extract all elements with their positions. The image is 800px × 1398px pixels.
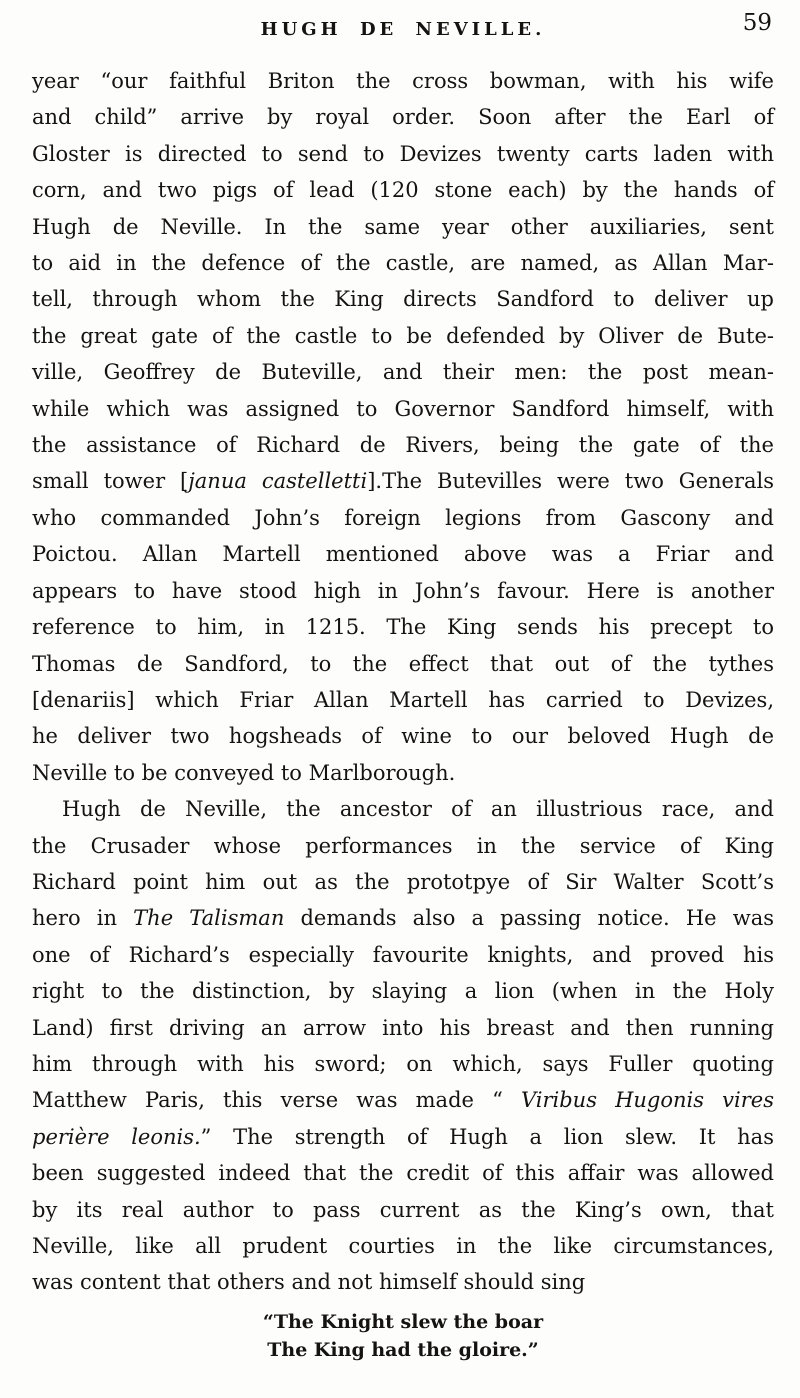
page-header: [32, 10, 774, 58]
text-segment: The Talisman: [133, 906, 285, 931]
text-line: [32, 354, 774, 390]
verse-block: [32, 1308, 774, 1364]
text-line: [32, 791, 774, 827]
verse-line: The King had the gloire.”: [267, 1338, 539, 1361]
text-segment: corn, and two pigs of lead (120 stone each) by the hands of: [32, 178, 774, 203]
text-segment: ].The Butevilles were two Generals: [367, 469, 774, 494]
page-number: 59: [742, 10, 772, 36]
text-segment: he deliver two hogsheads of wine to our beloved Hugh de: [32, 724, 774, 749]
verse-line: “The Knight slew the boar: [262, 1310, 544, 1333]
text-segment: been suggested indeed that the credit of this affair was allowed: [32, 1161, 774, 1186]
text-segment: the great gate of the castle to be defended by Oliver de Bute-: [32, 323, 774, 348]
text-line: [32, 1046, 774, 1082]
text-line: [32, 682, 774, 718]
text-segment: Gloster is directed to send to Devizes twenty carts laden with: [32, 141, 774, 166]
text-segment: ville, Geoffrey de Buteville, and their men: the post mean-: [32, 360, 774, 385]
text-line: [32, 864, 774, 900]
text-segment: by its real author to pass current as the King’s own, that: [32, 1197, 774, 1222]
text-line: [32, 172, 774, 208]
text-segment: reference to him, in 1215. The King sends his precept to: [32, 615, 774, 640]
text-line: [32, 609, 774, 645]
text-line: [32, 500, 774, 536]
text-line: [32, 1155, 774, 1191]
text-line: [32, 973, 774, 1009]
text-segment: one of Richard’s especially favourite knights, and proved his: [32, 942, 774, 967]
text-segment: Neville, like all prudent courties in the like circumstances,: [32, 1234, 774, 1258]
text-segment: tell, through whom the King directs Sandford to deliver up: [32, 287, 774, 312]
running-title: HUGH DE NEVILLE.: [260, 19, 546, 40]
text-line: [32, 1264, 774, 1300]
text-segment: the assistance of Richard de Rivers, being the gate of the: [32, 433, 774, 458]
text-line: [32, 1192, 774, 1228]
text-line: [32, 209, 774, 245]
text-segment: Viribus Hugonis vires: [520, 1088, 774, 1113]
text-segment: Richard point him out as the prototpye of Sir Walter Scott’s: [32, 869, 774, 894]
text-line: [32, 99, 774, 135]
text-segment: ” The strength of Hugh a lion slew. It has: [200, 1124, 774, 1149]
text-segment: to aid in the defence of the castle, are named, as Allan Mar-: [32, 251, 774, 276]
text-segment: perière leonis.: [32, 1124, 201, 1149]
text-line: [32, 427, 774, 463]
text-line: [32, 245, 774, 281]
text-line: [32, 937, 774, 973]
text-line: [32, 718, 774, 754]
text-segment: hero in: [32, 906, 134, 931]
text-segment: him through with his sword; on which, says Fuller quoting: [32, 1051, 774, 1076]
text-line: [32, 1119, 774, 1155]
text-segment: was content that others and not himself should sing: [32, 1270, 586, 1295]
text-segment: who commanded John’s foreign legions from Gascony and: [32, 505, 774, 530]
text-line: [32, 755, 774, 791]
text-line: [32, 136, 774, 172]
text-line: [32, 391, 774, 427]
text-segment: Thomas de Sandford, to the effect that out of the tythes: [32, 651, 774, 676]
text-line: [32, 281, 774, 317]
text-line: [32, 1228, 774, 1264]
body-text: [32, 63, 774, 1364]
text-line: [32, 536, 774, 572]
text-segment: Land) first driving an arrow into his breast and then running: [32, 1015, 774, 1040]
text-segment: Hugh de Neville, the ancestor of an illustrious race, and: [62, 797, 774, 822]
text-segment: Hugh de Neville. In the same year other auxiliaries, sent: [32, 214, 774, 239]
text-line: [32, 1010, 774, 1046]
text-line: [32, 63, 774, 99]
text-segment: and child” arrive by royal order. Soon after the Earl of: [32, 105, 774, 130]
text-segment: janua castelletti: [188, 469, 368, 494]
text-line: [32, 318, 774, 354]
text-segment: Matthew Paris, this verse was made “: [32, 1088, 521, 1113]
text-segment: right to the distinction, by slaying a lion (when in the Holy: [32, 979, 774, 1004]
text-segment: small tower [: [32, 469, 189, 494]
text-line: [32, 1082, 774, 1118]
text-line: [32, 463, 774, 499]
text-segment: [denariis] which Friar Allan Martell has carried to Devizes,: [32, 687, 774, 712]
text-segment: Neville to be conveyed to Marlborough.: [32, 760, 456, 785]
text-line: [32, 900, 774, 936]
text-segment: Poictou. Allan Martell mentioned above was a Friar and: [32, 542, 774, 567]
text-line: [32, 646, 774, 682]
text-segment: appears to have stood high in John’s favour. Here is another: [32, 578, 774, 603]
text-segment: year “our faithful Briton the cross bowman, with his wife: [32, 69, 774, 93]
text-lines: [32, 63, 774, 1301]
text-segment: demands also a passing notice. He was: [284, 906, 774, 931]
text-line: [32, 573, 774, 609]
text-segment: the Crusader whose performances in the service of King: [32, 833, 774, 858]
text-line: [32, 828, 774, 864]
text-segment: while which was assigned to Governor Sandford himself, with: [32, 396, 774, 421]
